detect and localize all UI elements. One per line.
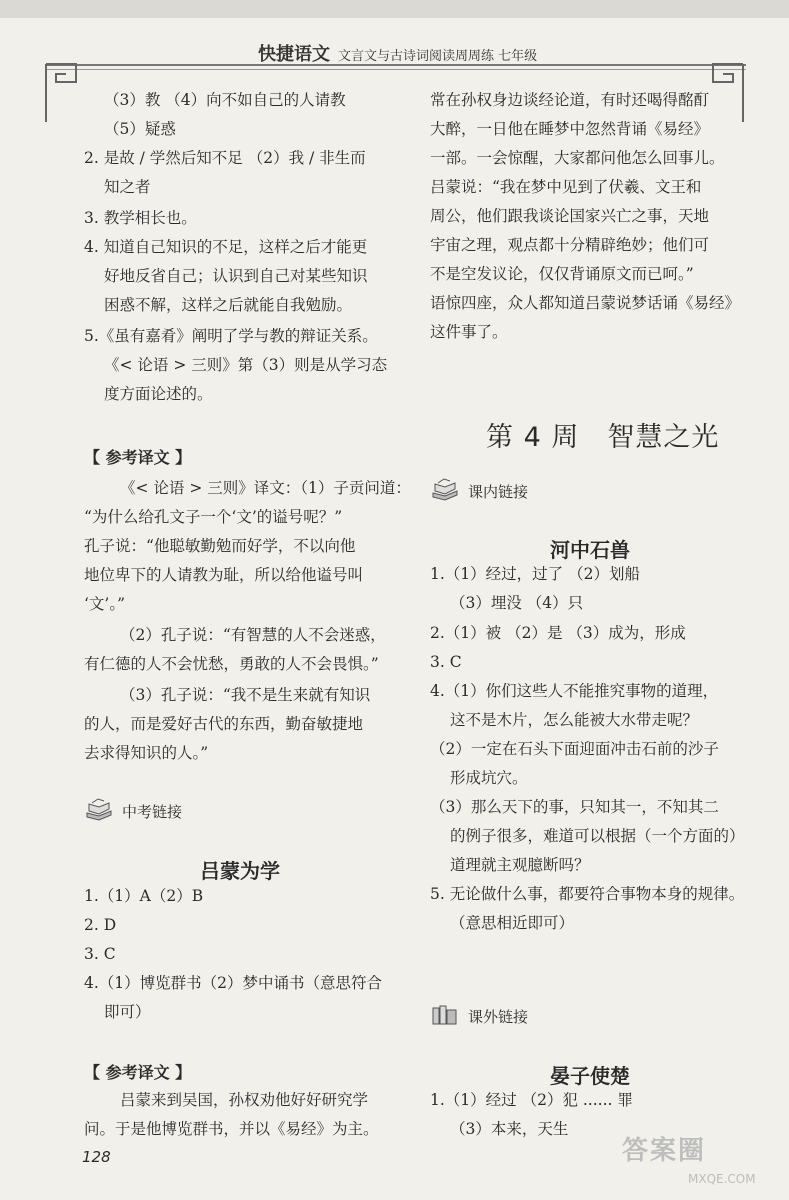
kewai-label: 课外链接 [468, 1008, 529, 1026]
text-line: 问。于是他博览群书，并以《易经》为主。 [84, 1120, 379, 1138]
text-line: 形成坑穴。 [450, 769, 528, 787]
text-line: （2）一定在石头下面迎面冲击石前的沙子 [430, 740, 719, 758]
text-line: 去求得知识的人。” [84, 744, 209, 762]
text-line: 度方面论述的。 [104, 385, 213, 403]
text-line: 不是空发议论，仅仅背诵原文而已呵。” [430, 265, 694, 283]
header-subtitle: 文言文与古诗词阅读周周练 七年级 [338, 49, 538, 64]
text-line: 3. 教学相长也。 [84, 209, 197, 227]
text-line: 3. C [84, 945, 116, 963]
text-line: 的人，而是爱好古代的东西，勤奋敏捷地 [84, 715, 364, 733]
text-line: （5）疑惑 [104, 120, 176, 138]
text-line: 吕蒙说：“我在梦中见到了伏羲、文王和 [430, 178, 702, 196]
text-line: 周公，他们跟我谈论国家兴亡之事，天地 [430, 207, 710, 225]
text-line: 1.（1）经过，过了 （2）划船 [430, 565, 640, 583]
text-line: 《< 论语 > 三则》译文：（1）子贡问道： [120, 479, 411, 497]
header-brand: 快捷语文 [258, 44, 330, 65]
page-header [0, 0, 789, 70]
text-line: 困惑不解，这样之后就能自我勉励。 [104, 296, 353, 314]
header-title [258, 40, 537, 66]
reference-translation-tag: 【 参考译文 】 [84, 448, 192, 467]
text-line: “为什么给孔文子一个‘文’的谥号呢？” [84, 508, 343, 526]
header-band [0, 0, 789, 18]
text-line: （3）埋没 （4）只 [450, 594, 584, 612]
passage-title: 河中石兽 [550, 538, 630, 562]
text-line: 即可） [104, 1003, 151, 1021]
text-line: 大醉，一日他在睡梦中忽然背诵《易经》 [430, 120, 710, 138]
book-stack-icon [430, 477, 460, 503]
text-line: 4.（1）你们这些人不能推究事物的道理， [430, 682, 719, 700]
book-stack-icon [84, 797, 114, 823]
text-line: 知之者 [104, 178, 151, 196]
text-line: 2. D [84, 916, 117, 934]
reference-translation-tag: 【 参考译文 】 [84, 1063, 192, 1082]
text-line: 常在孙权身边谈经论道，有时还喝得酩酊 [430, 91, 710, 109]
text-line: 5. 无论做什么事，都要符合事物本身的规律。 [430, 885, 745, 903]
text-line: 3. C [430, 653, 462, 671]
text-line: 5.《虽有嘉肴》阐明了学与教的辩证关系。 [84, 327, 378, 345]
text-line: ‘文’。” [84, 595, 126, 613]
text-line: 孔子说：“他聪敏勤勉而好学，不以向他 [84, 537, 356, 555]
text-line: 语惊四座，众人都知道吕蒙说梦话诵《易经》 [430, 294, 741, 312]
text-line: 的例子很多，难道可以根据（一个方面的） [450, 827, 745, 845]
text-line: （3）孔子说：“我不是生来就有知识 [120, 686, 371, 704]
text-line: 有仁德的人不会忧愁，勇敢的人不会畏惧。” [84, 655, 379, 673]
text-line: 地位卑下的人请教为耻，所以给他谥号叫 [84, 566, 364, 584]
text-line: 好地反省自己；认识到自己对某些知识 [104, 267, 368, 285]
text-line: 1.（1）经过 （2）犯 ...... 罪 [430, 1091, 633, 1109]
passage-title: 吕蒙为学 [200, 859, 280, 883]
kenei-label: 课内链接 [468, 483, 529, 501]
text-line: 道理就主观臆断吗？ [450, 856, 590, 874]
corner-ornament-left [42, 60, 82, 130]
header-rule [46, 64, 746, 66]
watermark-logo: 答案圈 [622, 1136, 707, 1166]
text-line: （意思相近即可） [450, 914, 575, 932]
text-line: 1.（1）A（2）B [84, 887, 204, 905]
corner-ornament-right [707, 60, 747, 130]
page-number: 128 [82, 1148, 111, 1166]
books-icon [430, 1002, 460, 1028]
text-line: 一部。一会惊醒，大家都问他怎么回事儿。 [430, 149, 725, 167]
text-line: （2）孔子说：“有智慧的人不会迷惑， [120, 626, 386, 644]
week-title: 第 4 周 智慧之光 [486, 422, 720, 453]
text-line: 2. 是故 / 学然后知不足 （2）我 / 非生而 [84, 149, 366, 167]
text-line: （3）教 （4）向不如自己的人请教 [104, 91, 346, 109]
text-line: 吕蒙来到吴国，孙权劝他好好研究学 [120, 1091, 369, 1109]
header-rule-thin [46, 69, 746, 70]
watermark-url: MXQE.COM [688, 1172, 756, 1186]
text-line: （3）本来，天生 [450, 1120, 569, 1138]
text-line: （3）那么天下的事，只知其一，不知其二 [430, 798, 719, 816]
zhongkao-label: 中考链接 [122, 803, 183, 821]
text-line: 这不是木片，怎么能被大水带走呢？ [450, 711, 699, 729]
text-line: 宇宙之理，观点都十分精辟绝妙；他们可 [430, 236, 710, 254]
passage-title: 晏子使楚 [550, 1064, 630, 1088]
text-line: 这件事了。 [430, 323, 508, 341]
text-line: 4. 知道自己知识的不足，这样之后才能更 [84, 238, 368, 256]
text-line: 2.（1）被 （2）是 （3）成为，形成 [430, 624, 686, 642]
text-line: 4.（1）博览群书（2）梦中诵书（意思符合 [84, 974, 383, 992]
text-line: 《< 论语 > 三则》第（3）则是从学习态 [104, 356, 388, 374]
